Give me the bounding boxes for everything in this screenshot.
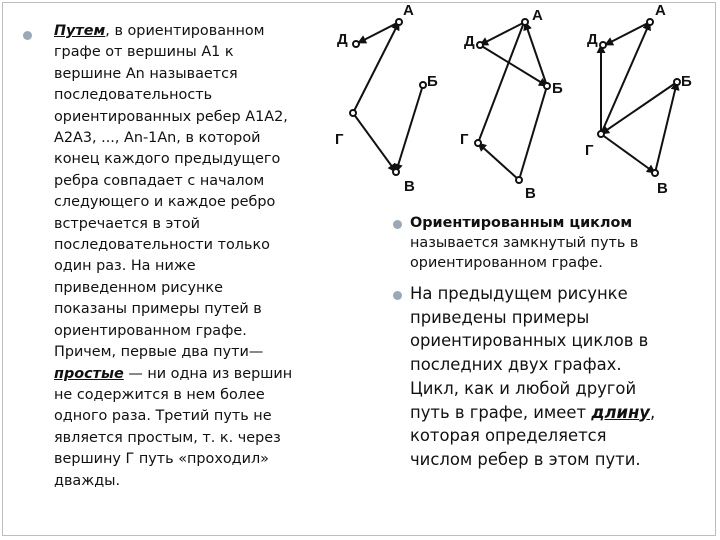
vertex-b <box>674 79 680 85</box>
graph-2 <box>475 19 550 183</box>
vertex-label-d: Д <box>587 31 598 48</box>
paragraph-line: последовательность <box>54 87 213 104</box>
paragraph-line: является простым, т. к. через <box>54 429 281 446</box>
vertex-label-d: Д <box>337 31 348 48</box>
edge-a-d <box>480 22 525 45</box>
paragraph-line: следующего и каждое ребро <box>54 194 276 211</box>
paragraph-line: которая определяется <box>410 426 607 446</box>
edge-v-g <box>478 143 519 180</box>
edge-b-a <box>525 22 547 86</box>
vertex-v <box>393 169 399 175</box>
paragraph-line: вершине Аn называется <box>54 65 238 82</box>
paragraph-line: показаны примеры путей в <box>54 301 262 318</box>
vertex-label-v: В <box>657 180 668 197</box>
vertex-d <box>477 42 483 48</box>
cycle-definition-paragraph <box>410 213 638 273</box>
paragraph-line: один раз. На ниже <box>54 258 196 275</box>
vertex-b <box>420 82 426 88</box>
vertex-v <box>516 177 522 183</box>
line-text: , в ориентированном <box>105 23 265 39</box>
edge-g-v <box>353 113 396 172</box>
paragraph-line: ориентированных ребер А1А2, <box>54 108 288 125</box>
vertex-g <box>598 131 604 137</box>
vertex-v <box>652 170 658 176</box>
vertex-label-a: А <box>655 2 666 19</box>
paragraph-line: А2А3, ..., Аn-1Аn, в которой <box>54 130 261 147</box>
paragraph-line: дважды. <box>54 472 121 489</box>
paragraph-line: ориентированном графе. <box>54 322 247 339</box>
paragraph-line: На предыдущем рисунке <box>410 284 628 303</box>
paragraph-line: не содержится в нем более <box>54 386 265 403</box>
edge-a-d <box>605 22 650 45</box>
term-oriented-cycle: Ориентированным циклом <box>410 215 633 231</box>
vertex-label-v: В <box>525 185 536 202</box>
vertex-label-b: Б <box>552 80 563 97</box>
paragraph-line: одного раза. Третий путь не <box>54 408 272 425</box>
path-definition-paragraph <box>54 21 292 492</box>
graph-1 <box>350 19 426 175</box>
graph-1-labels <box>335 2 438 195</box>
vertex-g <box>350 110 356 116</box>
paragraph-line: ориентированном графе. <box>410 255 603 271</box>
edge-g-v <box>601 134 655 173</box>
vertex-a <box>522 19 528 25</box>
edge-v-b <box>396 85 423 172</box>
line-text: — ни одна из вершин <box>123 365 293 382</box>
paragraph-line <box>410 401 655 425</box>
paragraph-line: называется замкнутый путь в <box>410 235 639 251</box>
paragraph-line: конец каждого предыдущего <box>54 151 281 168</box>
vertex-g <box>475 140 481 146</box>
bullet-dot <box>23 31 32 40</box>
vertex-b <box>544 83 550 89</box>
bullet-dot <box>393 291 402 300</box>
vertex-a <box>396 19 402 25</box>
paragraph-line: графе от вершины А1 к <box>54 44 234 61</box>
vertex-d <box>353 41 359 47</box>
term-path: Путем <box>54 23 106 39</box>
cycle-length-paragraph <box>410 282 655 472</box>
paragraph-line: числом ребер в этом пути. <box>410 449 641 469</box>
vertex-label-g: Г <box>585 142 594 159</box>
line-text: путь в графе, имеет <box>410 402 592 422</box>
paragraph-line <box>54 21 292 42</box>
edge-g-a <box>353 22 399 113</box>
paragraph-line <box>54 364 292 385</box>
vertex-a <box>647 19 653 25</box>
vertex-label-g: Г <box>335 131 344 148</box>
vertex-label-g: Г <box>460 131 469 148</box>
paragraph-line: приведенном рисунке <box>54 279 223 296</box>
paragraph-line: последовательности только <box>54 237 270 254</box>
graph-3 <box>598 19 680 176</box>
paragraph-line: ребра совпадает с началом <box>54 172 265 189</box>
paragraph-line: встречается в этой <box>54 215 200 232</box>
graph-illustrations <box>325 0 715 205</box>
paragraph-line: приведены примеры <box>410 307 590 327</box>
vertex-label-b: Б <box>681 73 692 90</box>
bullet-dot <box>393 220 402 229</box>
vertex-label-b: Б <box>427 73 438 90</box>
paragraph-line: ориентированных циклов в <box>410 331 649 351</box>
paragraph-line: вершину Г путь «проходил» <box>54 451 269 468</box>
paragraph-line: Цикл, как и любой другой <box>410 378 637 398</box>
edge-b-v <box>519 86 547 180</box>
paragraph-line: Причем, первые два пути— <box>54 344 264 361</box>
term-length: длину <box>591 402 650 422</box>
vertex-label-d: Д <box>464 33 475 50</box>
line-text: , <box>649 402 656 422</box>
vertex-label-v: В <box>404 178 415 195</box>
vertex-d <box>600 42 606 48</box>
term-simple: простые <box>54 365 124 382</box>
vertex-label-a: А <box>532 7 543 24</box>
paragraph-line: последних двух графах. <box>410 355 622 375</box>
vertex-label-a: А <box>403 2 414 19</box>
